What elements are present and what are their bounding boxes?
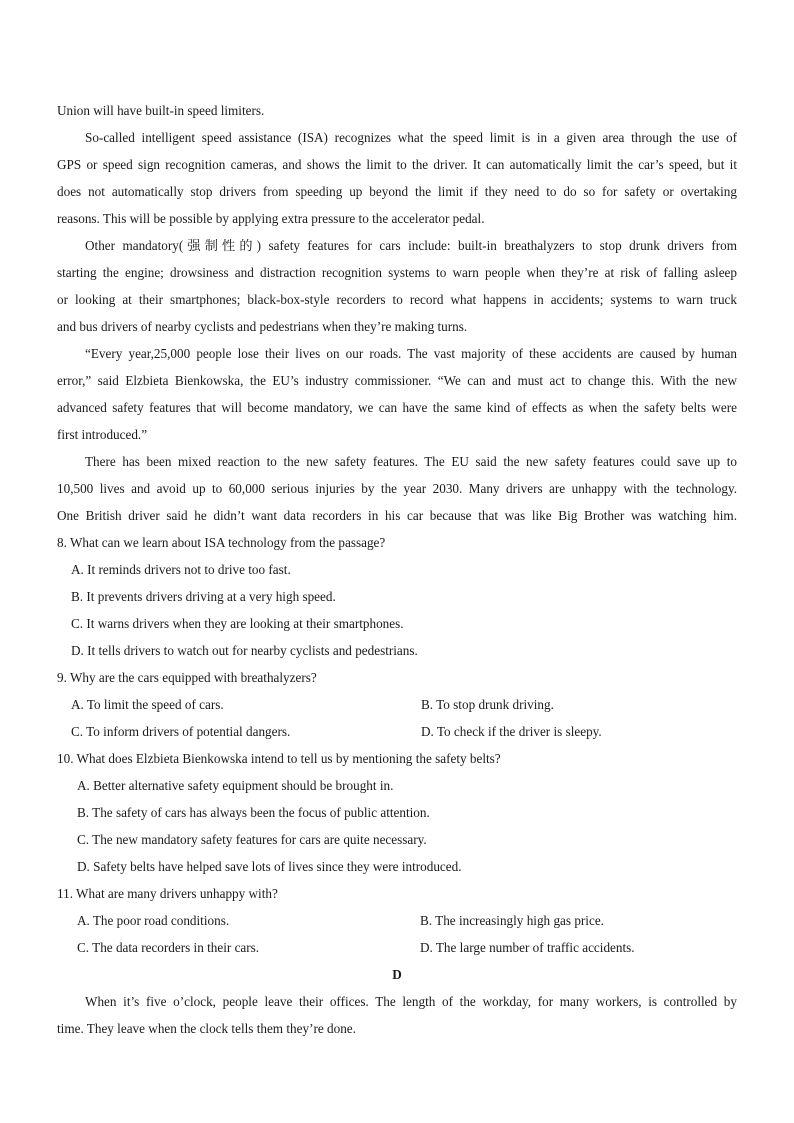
passage-line: advanced safety features that will become mandatory, we can have the same kind of effects as when the safety belts were [57, 400, 737, 415]
option-d[interactable]: D. It tells drivers to watch out for nearby cyclists and pedestrians. [71, 643, 418, 658]
option-d[interactable]: D. Safety belts have helped save lots of lives since they were introduced. [77, 859, 462, 874]
option-c[interactable]: C. The new mandatory safety features for cars are quite necessary. [77, 832, 427, 847]
question-stem: 11. What are many drivers unhappy with? [57, 886, 278, 901]
option-a[interactable]: A. It reminds drivers not to drive too fast. [71, 562, 291, 577]
question-11 [57, 880, 737, 961]
passage-line: Union will have built-in speed limiters. [57, 103, 265, 118]
section-heading: D [392, 967, 402, 982]
passage-line: starting the engine; drowsiness and distraction recognition systems to warn people when they’re at risk of falling asleep [57, 265, 737, 280]
passage-line: error,” said Elzbieta Bienkowska, the EU’s industry commissioner. “We can and must act to change this. With the new [57, 373, 737, 388]
option-d[interactable]: D. To check if the driver is sleepy. [421, 724, 602, 739]
question-stem: 8. What can we learn about ISA technology from the passage? [57, 535, 386, 550]
question-9 [57, 664, 737, 745]
paragraph-reaction [57, 448, 737, 529]
paragraph-mandatory-features [57, 232, 737, 340]
paragraph-workday [57, 988, 737, 1042]
paragraph-isa [57, 124, 737, 232]
option-row [57, 934, 737, 961]
question-10 [57, 745, 737, 880]
option-c[interactable]: C. The data recorders in their cars. [77, 940, 260, 955]
option-b[interactable]: B. The safety of cars has always been the focus of public attention. [77, 805, 430, 820]
passage-line: 10,500 lives and avoid up to 60,000 serious injuries by the year 2030. Many drivers are unhappy with the technology. [57, 481, 737, 496]
passage-line: When it’s five o’clock, people leave their offices. The length of the workday, for many workers, is controlled by [85, 994, 737, 1009]
question-8 [57, 529, 737, 664]
passage-line: So-called intelligent speed assistance (ISA) recognizes what the speed limit is in a given area through the use of [85, 130, 737, 145]
question-stem: 9. Why are the cars equipped with breathalyzers? [57, 670, 317, 685]
option-a[interactable]: A. The poor road conditions. [77, 913, 230, 928]
option-a[interactable]: A. Better alternative safety equipment should be brought in. [77, 778, 394, 793]
passage-line: time. They leave when the clock tells them they’re done. [57, 1021, 356, 1036]
passage-line: GPS or speed sign recognition cameras, and shows the limit to the driver. It can automatically limit the car’s speed, but it [57, 157, 737, 172]
passage-line: or looking at their smartphones; black-box-style recorders to record what happens in accidents; systems to warn truck [57, 292, 737, 307]
paragraph-quote [57, 340, 737, 448]
option-row [57, 691, 737, 718]
question-stem: 10. What does Elzbieta Bienkowska intend to tell us by mentioning the safety belts? [57, 751, 501, 766]
option-row [57, 907, 737, 934]
passage-line: reasons. This will be possible by applying extra pressure to the accelerator pedal. [57, 211, 485, 226]
passage-line: first introduced.” [57, 427, 148, 442]
passage-line: There has been mixed reaction to the new safety features. The EU said the new safety features could save up to [85, 454, 737, 469]
option-c[interactable]: C. To inform drivers of potential dangers. [71, 724, 291, 739]
exam-page [57, 97, 737, 1042]
option-a[interactable]: A. To limit the speed of cars. [71, 697, 224, 712]
option-c[interactable]: C. It warns drivers when they are looking at their smartphones. [71, 616, 404, 631]
option-row [57, 718, 737, 745]
option-b[interactable]: B. The increasingly high gas price. [420, 913, 604, 928]
passage-line: “Every year,25,000 people lose their lives on our roads. The vast majority of these accidents are caused by human [85, 346, 737, 361]
passage-line: One British driver said he didn’t want data recorders in his car because that was like Big Brother was watching him. [57, 508, 737, 523]
option-b[interactable]: B. To stop drunk driving. [421, 697, 554, 712]
passage-line: and bus drivers of nearby cyclists and pedestrians when they’re making turns. [57, 319, 468, 334]
passage-line: does not automatically stop drivers from speeding up beyond the limit if they need to do so for safety or overtaking [57, 184, 737, 199]
option-b[interactable]: B. It prevents drivers driving at a very high speed. [71, 589, 336, 604]
option-d[interactable]: D. The large number of traffic accidents. [420, 940, 635, 955]
passage-line: Other mandatory(强制性的) safety features for cars include: built-in breathalyzers to stop drunk drivers from [85, 238, 737, 253]
